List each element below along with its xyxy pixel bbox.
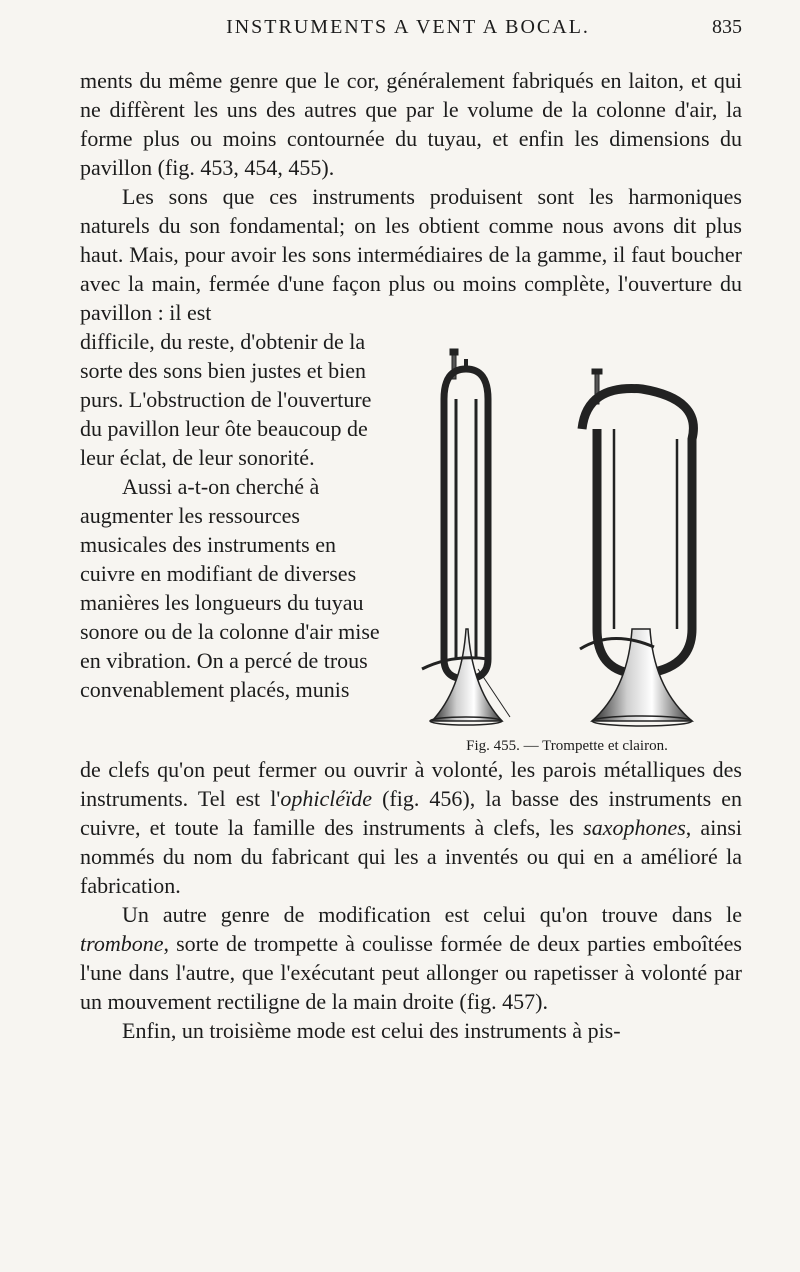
bugle-drawing	[580, 369, 693, 726]
term-saxophones: saxophones	[583, 815, 686, 840]
paragraph-3-start: Aussi a-t-on cherché à augmenter les ressources musicales des instruments en cuivre en modifiant de diverses manières les longueurs du tuyau sonore ou de la colonne d'air mise en vibration. On a percé de trous convenablement placés, munis	[80, 474, 380, 702]
paragraph-4	[80, 900, 742, 1016]
trumpet-and-bugle-illustration	[392, 329, 742, 739]
running-head	[68, 12, 742, 56]
paragraph-5: Enfin, un troisième mode est celui des instruments à pis-	[122, 1018, 621, 1043]
paragraph-1: ments du même genre que le cor, généralement fabriqués en laiton, et qui ne diffèrent les uns des autres que par le volume de la colonne d'air, la forme plus ou moins contournée du tuyau, et enfin les dimensions du pavillon (fig. 453, 454, 455).	[80, 68, 742, 180]
figure-455	[392, 329, 742, 755]
paragraph-3-end	[80, 755, 742, 900]
paragraph-3-text-b: (fig. 456), la basse des instruments en cuivre, et toute la famille des instruments à clefs, les	[80, 786, 743, 840]
wrap-text-column	[80, 327, 380, 755]
paragraph-2: Les sons que ces instruments produisent sont les harmoniques naturels du son fondamental; on les obtient comme nous avons dit plus haut. Mais, pour avoir les sons intermédiaires de la gamme, il faut boucher avec la main, fermée d'une façon plus ou moins complète, l'ouverture du pavillon : il est	[80, 184, 742, 325]
paragraph-3-text-c: , ainsi nommés du nom du fabricant qui les a inventés ou qui en a amélioré la fabrication.	[80, 815, 742, 898]
body-text	[80, 66, 742, 1045]
trumpet-drawing	[422, 349, 510, 725]
paragraph-4-text-a: Un autre genre de modification est celui qu'on trouve dans le	[122, 902, 742, 927]
term-trombone: trombone	[80, 931, 164, 956]
paragraph-2-continued: difficile, du reste, d'obtenir de la sorte des sons bien justes et bien purs. L'obstruction de l'ouverture du pavillon leur ôte beaucoup de leur éclat, de leur sonorité.	[80, 329, 372, 470]
figure-wrap-block	[80, 327, 742, 755]
page-number: 835	[712, 16, 742, 38]
paragraph-3-text-a: de clefs qu'on peut fermer ou ouvrir à volonté, les parois métalliques des instruments. Tel est l'	[80, 757, 742, 811]
running-title: INSTRUMENTS A VENT A BOCAL.	[226, 16, 590, 38]
figure-caption: Fig. 455. — Trompette et clairon.	[466, 738, 668, 754]
term-ophicleide: ophicléïde	[280, 786, 372, 811]
paragraph-4-text-b: , sorte de trompette à coulisse formée de deux parties emboîtées l'une dans l'autre, que l'exécutant peut allonger ou rapetisser à volonté par un mouvement rectiligne de la main droite (fig. 457).	[80, 931, 742, 1014]
